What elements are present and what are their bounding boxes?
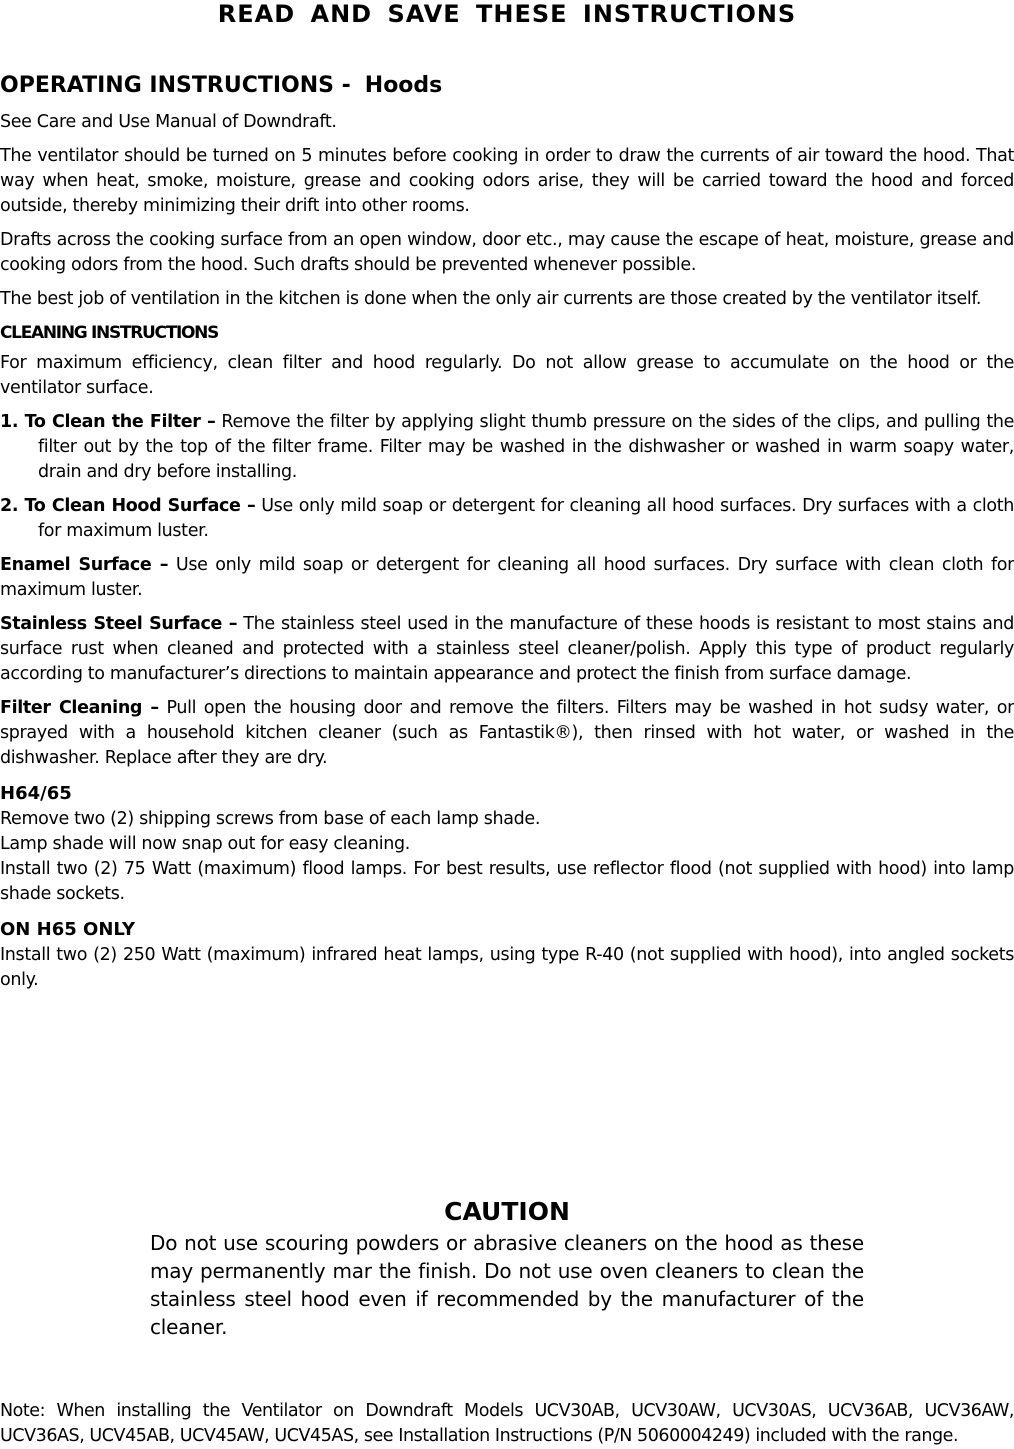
page-title: READ AND SAVE THESE INSTRUCTIONS [217,0,797,28]
enamel-surface-label: Enamel Surface – [0,555,169,575]
caution-text: Do not use scouring powders or abrasive cleaners on the hood as these may permanently mar the finish. Do not use oven cleaners to clean the stainless steel hood even if recommended by the manufacturer of the cleaner. [150,1231,864,1339]
h64-heading: H64/65 [0,783,72,804]
enamel-surface-text: Use only mild soap or detergent for cleaning all hood surfaces. Dry surface with clean cloth for maximum luster. [0,555,1014,600]
h65-heading: ON H65 ONLY [0,919,136,940]
operating-instructions-heading [0,72,1014,100]
h64-line: Install two (2) 75 Watt (maximum) flood lamps. For best results, use reflector flood (not supplied with hood) into lamp shade sockets. [0,859,1014,904]
caution-heading: CAUTION [444,1197,570,1226]
filter-cleaning-paragraph [0,696,1014,771]
stainless-surface-label: Stainless Steel Surface – [0,614,238,634]
cleaning-item-text: Use only mild soap or detergent for cleaning all hood surfaces. Dry surfaces with a cloth for maximum luster. [38,496,1014,541]
caution-box [150,1195,864,1341]
cleaning-item-label: 2. To Clean Hood Surface – [0,496,256,516]
h65-text: Install two (2) 250 Watt (maximum) infrared heat lamps, using type R-40 (not supplied with hood), into angled sockets only. [0,945,1014,990]
stainless-surface-paragraph [0,612,1014,687]
operating-paragraph: Drafts across the cooking surface from an open window, door etc., may cause the escape of heat, moisture, grease and cooking odors from the hood. Such drafts should be prevented whenever possible. [0,230,1014,275]
cleaning-item-filter [0,410,1014,485]
h64-line: Lamp shade will now snap out for easy cleaning. [0,834,410,854]
operating-paragraph: The best job of ventilation in the kitchen is done when the only air currents are those created by the ventilator itself. [0,289,982,309]
operating-paragraph: The ventilator should be turned on 5 minutes before cooking in order to draw the currents of air toward the hood. That way when heat, smoke, moisture, grease and cooking odors arise, they will be carried toward the hood and forced outside, thereby minimizing their drift into other rooms. [0,146,1014,216]
h64-section [0,783,1014,907]
filter-cleaning-text: Pull open the housing door and remove the filters. Filters may be washed in hot sudsy water, or sprayed with a household kitchen cleaner (such as Fantastik®), then rinsed with hot water, or washed in the dishwasher. Replace after they are dry. [0,698,1014,768]
cleaning-item-hood-surface [0,494,1014,544]
cleaning-item-label: 1. To Clean the Filter – [0,412,216,432]
enamel-surface-paragraph [0,553,1014,603]
operating-heading-sub: Hoods [364,73,443,98]
main-content [0,72,1014,993]
operating-paragraph: See Care and Use Manual of Downdraft. [0,112,337,132]
cleaning-intro: For maximum efficiency, clean filter and hood regularly. Do not allow grease to accumulate on the hood or the ventilator surface. [0,353,1014,398]
cleaning-item-text: Remove the filter by applying slight thumb pressure on the sides of the clips, and pulling the filter out by the top of the filter frame. Filter may be washed in the dishwasher or washed in warm soapy water, drain and dry before installing. [38,412,1014,482]
h65-section [0,919,1014,993]
cleaning-instructions-heading: CLEANING INSTRUCTIONS [0,323,219,343]
filter-cleaning-label: Filter Cleaning – [0,698,159,718]
operating-heading-text: OPERATING INSTRUCTIONS - [0,73,351,98]
h64-line: Remove two (2) shipping screws from base of each lamp shade. [0,809,541,829]
installation-note: Note: When installing the Ventilator on Downdraft Models UCV30AB, UCV30AW, UCV30AS, UCV36AB, UCV36AW, UCV36AS, UCV45AB, UCV45AW, UCV45AS, see Installation Instructions (P/N 5060004249) included with the range. [0,1401,1014,1446]
stainless-surface-text: The stainless steel used in the manufacture of these hoods is resistant to most stains and surface rust when cleaned and protected with a stainless steel cleaner/polish. Apply this type of product regularly according to manufacturer’s directions to maintain appearance and protect the finish from surface damage. [0,614,1014,684]
